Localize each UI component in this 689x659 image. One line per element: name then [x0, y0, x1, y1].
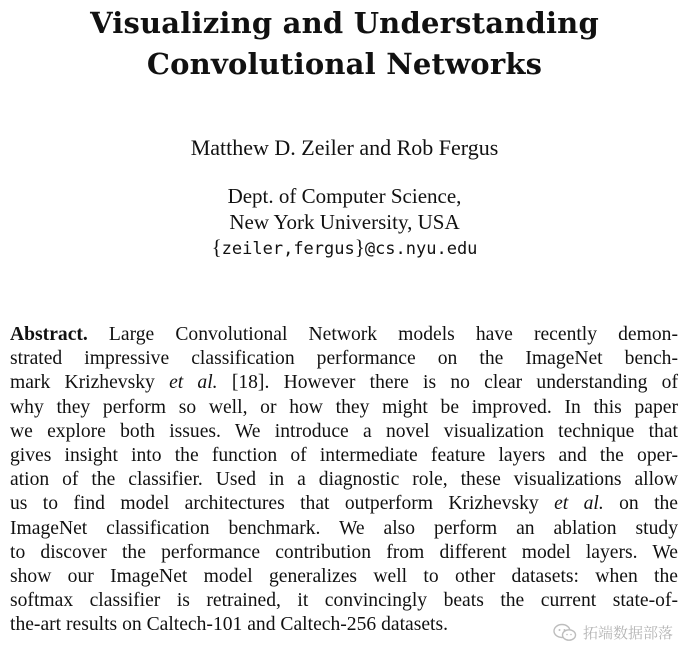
paper-authors: Matthew D. Zeiler and Rob Fergus [190, 135, 499, 160]
paper-title-line-2: Convolutional Networks [146, 47, 543, 81]
abstract-line: we explore both issues. We introduce a novel visualization technique that [10, 420, 678, 442]
abstract-line: softmax classifier is retrained, it convincingly beats the current state-of- [10, 590, 678, 612]
abstract-line: show our ImageNet model generalizes well to other datasets: when the [10, 565, 678, 587]
abstract-line: ImageNet classification benchmark. We also perform an ablation study [10, 517, 678, 539]
wechat-icon [553, 623, 577, 643]
abstract-line: the-art results on Caltech-101 and Caltech-256 datasets. [10, 614, 448, 636]
abstract-line: strated impressive classification performance on the ImageNet bench- [10, 348, 678, 370]
abstract-line: to discover the performance contribution from different model layers. We [10, 541, 678, 563]
email-domain: @cs.nyu.edu [364, 239, 478, 259]
paper-title-line-1: Visualizing and Understanding [90, 6, 599, 40]
affiliation-department: Dept. of Computer Science, [227, 184, 462, 208]
affiliation-university: New York University, USA [229, 210, 460, 234]
email-names: zeiler,fergus [221, 239, 355, 259]
author-email [0, 234, 689, 262]
email-close-brace: } [354, 235, 365, 259]
abstract-line: mark Krizhevsky et al. [18]. However there is no clear understanding of [10, 372, 678, 394]
abstract-label: Abstract. [10, 324, 88, 345]
et-al-citation: et al. [554, 493, 604, 515]
abstract-line: us to find model architectures that outperform Krizhevsky et al. on the [10, 493, 679, 515]
abstract-line: gives insight into the function of intermediate feature layers and the oper- [10, 444, 678, 466]
abstract-line: ation of the classifier. Used in a diagnostic role, these visualizations allow [10, 469, 678, 491]
abstract [10, 323, 678, 637]
et-al-citation: et al. [169, 372, 218, 394]
watermark [553, 622, 673, 643]
abstract-line: why they perform so well, or how they might be improved. In this paper [10, 396, 678, 418]
watermark-text: 拓端数据部落 [582, 624, 673, 642]
email-open-brace: { [211, 235, 222, 259]
abstract-line: Abstract. Large Convolutional Network models have recently demon- [10, 324, 678, 345]
